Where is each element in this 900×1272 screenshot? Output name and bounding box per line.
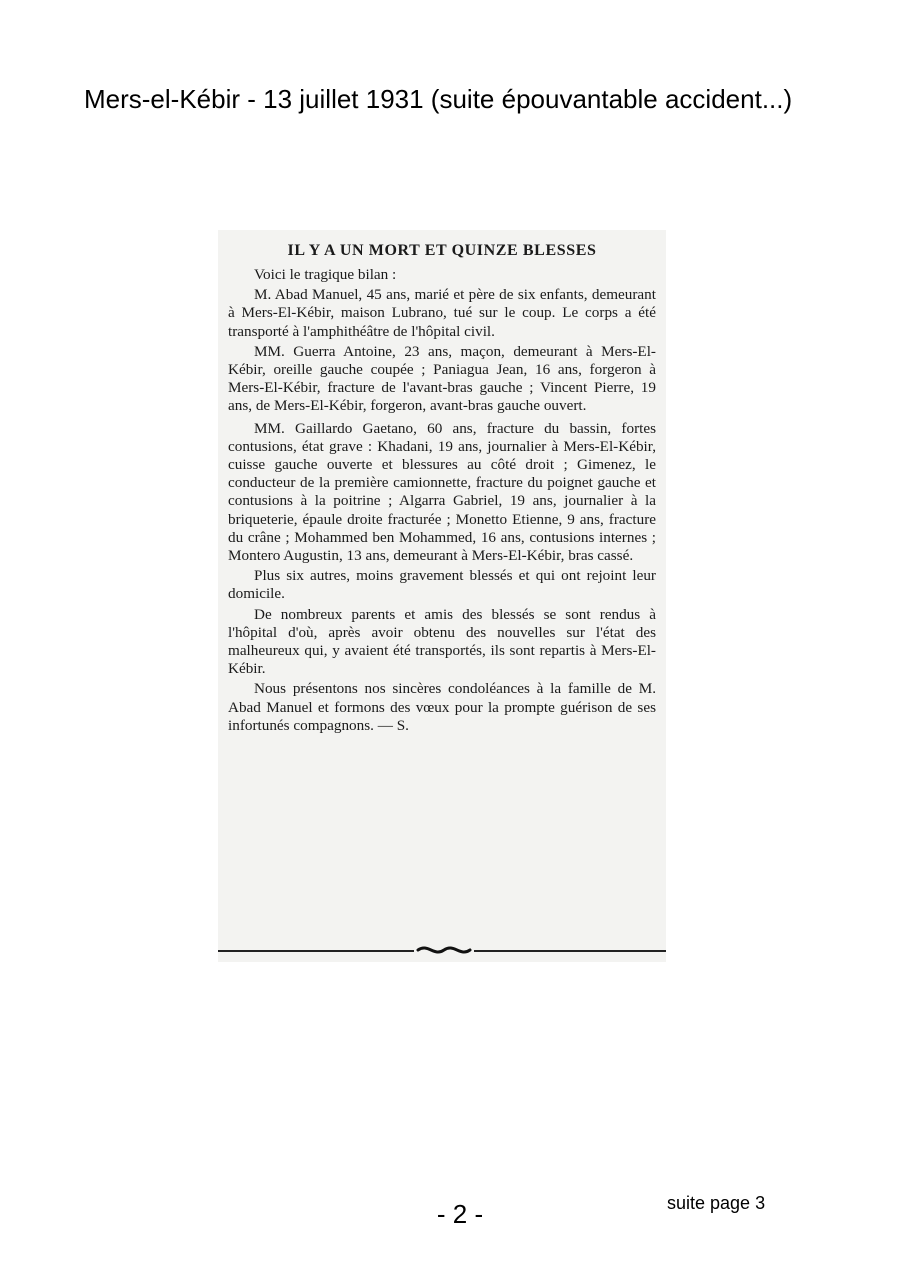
end-ornament-icon xyxy=(414,941,474,959)
article-paragraph: De nombreux parents et amis des blessés se sont rendus à l'hôpital d'où, après avoir obtenu des nouvelles sur l'état des malheureux qui, y avaient été transportés, ils sont repartis à Mers-El-Kébir. xyxy=(228,605,656,678)
continuation-note: suite page 3 xyxy=(667,1193,766,1213)
article-headline: IL Y A UN MORT ET QUINZE BLESSES xyxy=(287,242,597,259)
article-paragraph: Plus six autres, moins gravement blessés et qui ont rejoint leur domicile. xyxy=(228,567,656,603)
article-paragraph: Nous présentons nos sincères condoléances à la famille de M. Abad Manuel et formons des vœux pour la prompte guérison de ses infortunés compagnons. — S. xyxy=(228,680,656,734)
page-title: Mers-el-Kébir - 13 juillet 1931 (suite épouvantable accident...) xyxy=(84,84,793,114)
page-number: - 2 - xyxy=(436,1199,484,1229)
newspaper-clipping xyxy=(218,230,666,962)
article-paragraph: MM. Gaillardo Gaetano, 60 ans, fracture du bassin, fortes contusions, état grave : Khadani, 19 ans, journalier à Mers-El-Kébir, cuisse gauche ouverte et blessures au côté droit ; Gimenez, le conducteur de la première camionnette, fracture du poignet gauche et contusions à la poitrine ; Algarra Gabriel, 19 ans, journalier à la briqueterie, épaule droite fracturée ; Monetto Etienne, 9 ans, fracture du crâne ; Mohammed ben Mohammed, 16 ans, contusions internes ; Montero Augustin, 13 ans, demeurant à Mers-El-Kébir, bras cassé. xyxy=(228,419,656,565)
article-paragraph: M. Abad Manuel, 45 ans, marié et père de six enfants, demeurant à Mers-El-Kébir, maison Lubrano, tué sur le coup. Le corps a été transporté à l'amphithéâtre de l'hôpital civil. xyxy=(228,286,656,340)
article-paragraph: Voici le tragique bilan : xyxy=(254,266,397,283)
article-paragraph: MM. Guerra Antoine, 23 ans, maçon, demeurant à Mers-El-Kébir, oreille gauche coupée ; Paniagua Jean, 16 ans, forgeron à Mers-El-Kébir, fracture de l'avant-bras gauche ; Vincent Pierre, 19 ans, de Mers-El-Kébir, forgeron, avant-bras gauche ouvert. xyxy=(228,342,656,415)
article-body xyxy=(228,240,656,737)
